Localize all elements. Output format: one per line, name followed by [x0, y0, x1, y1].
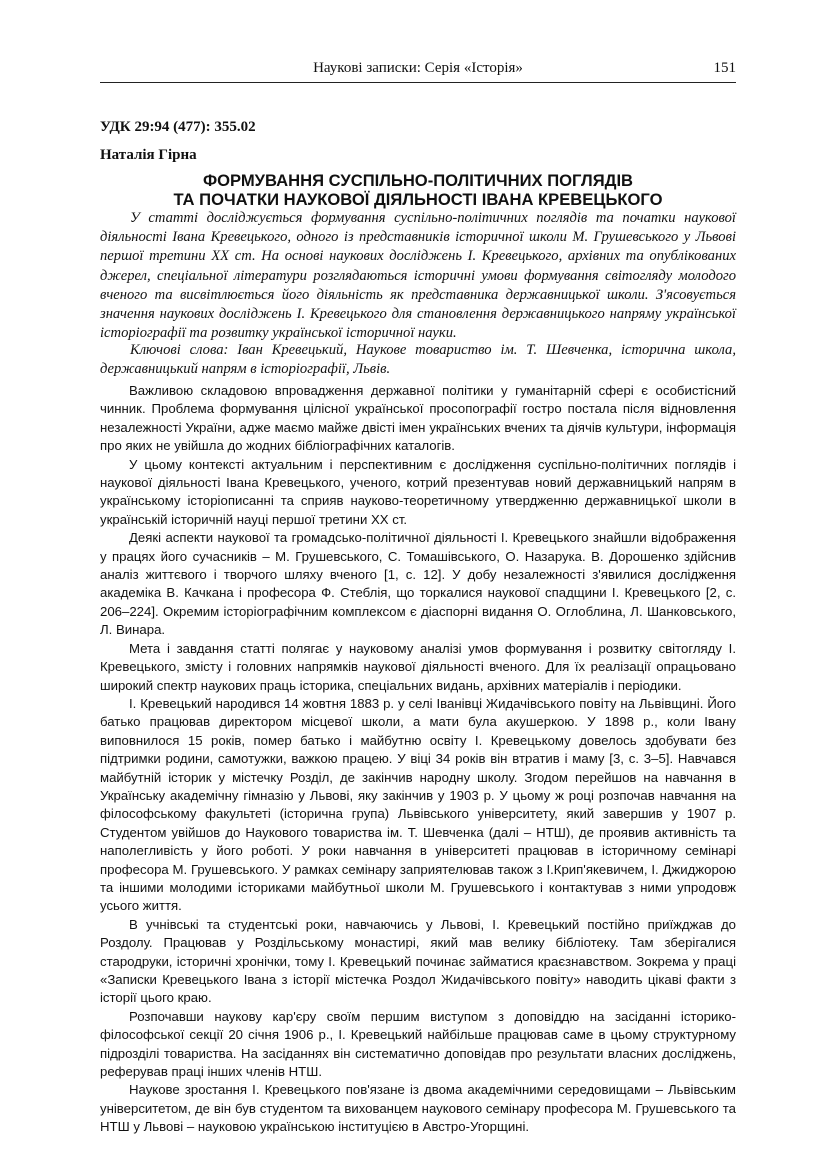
running-header — [100, 58, 736, 83]
body-paragraph: Важливою складовою впровадження державної політики у гуманітарній сфері є особистісний чинник. Проблема формування цілісної української просопографії гостро постала після відновлення незалежності України, адже маємо майже двісті імен українських вчених та діячів культури, інформація про яких не увійшла до жодних бібліографічних каталогів. — [100, 383, 736, 454]
body-paragraph: Деякі аспекти наукової та громадсько-політичної діяльності І. Кревецького знайшли відображення у працях його сучасників – М. Грушевського, С. Томашівського, О. Назарука. В. Дорошенко здійснив аналіз життєвого і творчого шляху вченого [1, с. 12]. У добу незалежності з'явилися дослідження академіка В. Качкана і професора Ф. Стеблія, що торкалися наукової спадщини І. Кревецького [2, с. 206–224]. Окремим історіографічним комплексом є діаспорні видання О. Оглоблина, Л. Шанковського, Л. Винара. — [100, 530, 736, 638]
body-paragraph: І. Кревецький народився 14 жовтня 1883 р. у селі Іванівці Жидачівського повіту на Львівщині. Його батько працював директором місцевої школи, а мати була акушеркою. У 1898 р., коли Івану виповнилося 15 років, помер батько і майбутню освіту І. Кревецькому довелось здобувати без підтримки родини, самотужки, важкою працею. У віці 34 років він втратив і маму [3, с. 3–5]. Навчався майбутній історик у містечку Розділ, де закінчив народну школу. Згодом перейшов на навчання в Українську академічну гімназію у Львові, яку закінчив у 1903 р. У цьому ж році розпочав навчання на філософському факультеті (історична група) Львівського університету, який завершив у 1907 р. Студентом увійшов до Наукового товариства ім. Т. Шевченка (далі – НТШ), де проявив активність та наполегливість у його роботі. У роки навчання в університеті працював в історичному семінарі професора М. Грушевського. У рамках семінару заприятелював також з І.Крип'якевичем, І. Джиджорою та іншими молодими істориками майбутньої школи М. Грушевського і контактував з ними упродовж усього життя. — [100, 695, 736, 914]
keywords-text: Ключові слова: Іван Кревецький, Наукове товариство ім. Т. Шевченка, історична школа, державницький напрям в історіографії, Львів. — [100, 342, 736, 378]
title-line-2: ТА ПОЧАТКИ НАУКОВОЇ ДІЯЛЬНОСТІ ІВАНА КРЕВЕЦЬКОГО — [173, 190, 663, 209]
author-name: Наталія Гірна — [100, 147, 197, 163]
body-paragraph: В учнівські та студентські роки, навчаючись у Львові, І. Кревецький постійно приїжджав до Роздолу. Працював у Роздільському монастирі, який мав велику бібліотеку. Там зберігалися стародруки, історичні хронічки, тому І. Кревецький починає займатися краєзнавством. Зокрема у праці «Записки Кревецького Івана з історії містечка Роздол Жидачівського повіту» наводить цікаві факти з історії цього краю. — [100, 916, 736, 1006]
article-body — [100, 382, 736, 1137]
keywords — [100, 341, 736, 379]
title-line-1: ФОРМУВАННЯ СУСПІЛЬНО-ПОЛІТИЧНИХ ПОГЛЯДІВ — [202, 171, 634, 190]
article-title — [100, 171, 736, 209]
page-number: 151 — [713, 60, 736, 76]
body-paragraph: Мета і завдання статті полягає у науковому аналізі умов формування і розвитку світогляду І. Кревецького, змісту і головних напрямків наукової діяльності вченого. Для їх реалізації опрацьовано широкий спектр наукових праць історика, спеціальних видань, архівних матеріалів і періодики. — [100, 640, 736, 693]
journal-title: Наукові записки: Серія «Історія» — [313, 60, 523, 76]
body-paragraph: У цьому контексті актуальним і перспективним є дослідження суспільно-політичних поглядів і наукової діяльності Івана Кревецького, ученого, котрий презентував новий державницький напрям в українському історіописанні та сприяв науково-теоретичному утвердженню державницької школи в українській історичній науці першої третини ХХ ст. — [100, 456, 736, 527]
body-paragraph: Розпочавши наукову кар'єру своїм першим виступом з доповіддю на засіданні історико-філософської секції 20 січня 1906 р., І. Кревецький найбільше працював саме в цьому структурному підрозділі товариства. На засіданнях він систематично доповідав про результати власних досліджень, реферував праці інших членів НТШ. — [100, 1008, 736, 1080]
body-paragraph: Наукове зростання І. Кревецького пов'язане із двома академічними середовищами – Львівським університетом, де він був студентом та вихованцем наукового семінару професора М. Грушевського та НТШ у Львові – науковою українською інституцією в Австро-Угорщині. — [100, 1082, 736, 1135]
abstract — [100, 209, 736, 343]
abstract-text: У статті досліджується формування суспільно-політичних поглядів та початки наукової діяльності Івана Кревецького, одного із представників історичної школи М. Грушевського у Львові першої третини ХХ ст. На основі наукових досліджень І. Кревецького, архівних та опублікованих джерел, спеціальної літератури розглядаються історичні умови формування світогляду молодого вченого та висвітлюється його діяльність як представника державницької школи. З'ясовується значення наукових досліджень І. Кревецького для становлення державницького напряму української історіографії та розвитку української історичної науки. — [100, 210, 736, 342]
udk-code: УДК 29:94 (477): 355.02 — [100, 119, 256, 135]
